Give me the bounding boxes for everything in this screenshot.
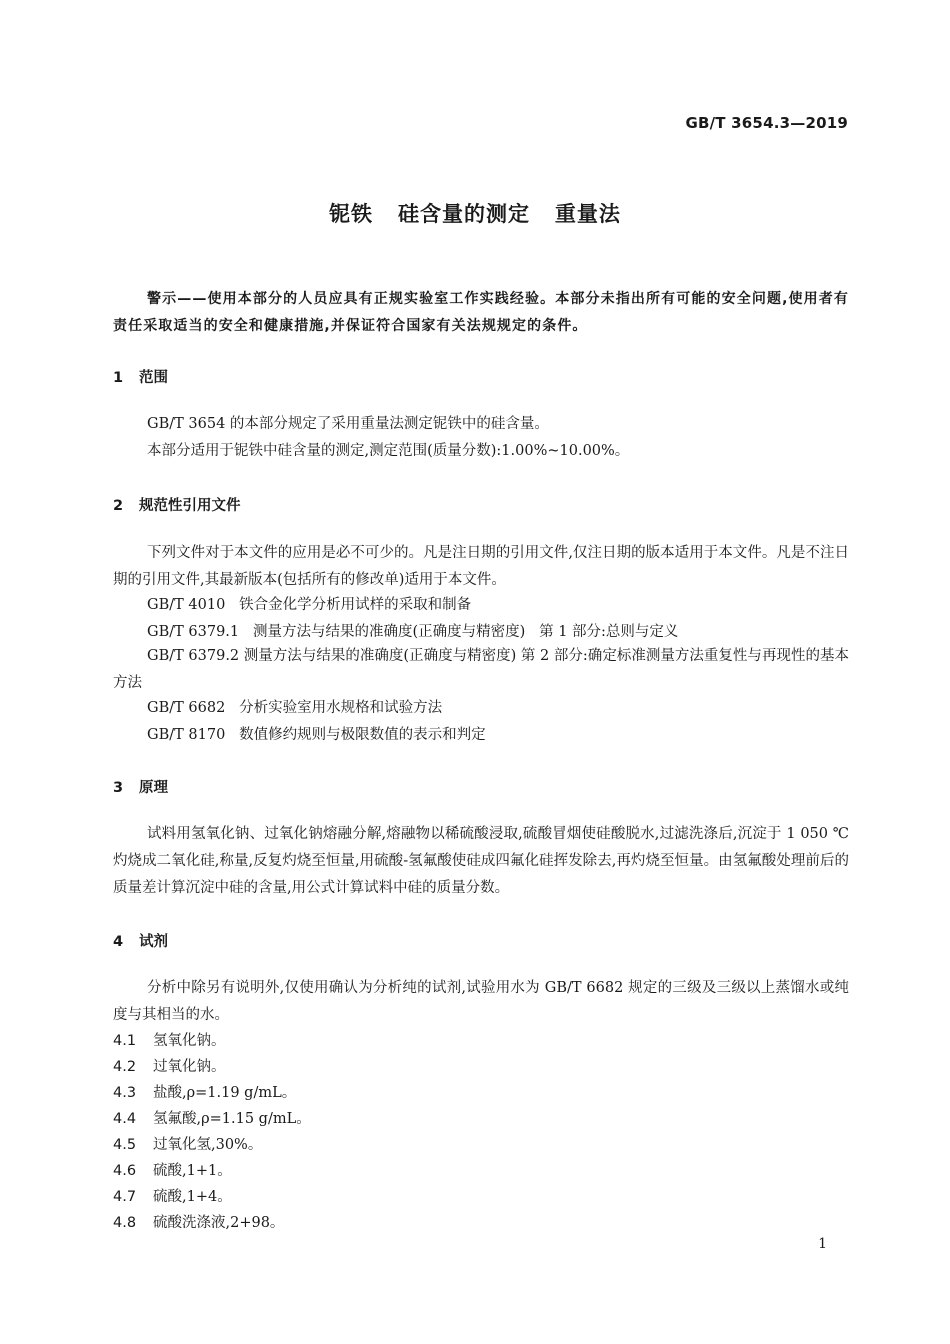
- section-number: 2: [113, 498, 124, 514]
- reference-item: GB/T 6379.1 测量方法与结果的准确度(正确度与精密度) 第 1 部分:总则与定义: [147, 624, 679, 640]
- section-title: 规范性引用文件: [139, 498, 241, 514]
- reference-item: GB/T 6682 分析实验室用水规格和试验方法: [147, 700, 443, 716]
- reagent-text: 氢氧化钠。: [153, 1033, 226, 1049]
- reagent-number: 4.8: [113, 1215, 137, 1231]
- reagent-item: [113, 1185, 232, 1206]
- document-title: 铌铁 硅含量的测定 重量法: [329, 202, 621, 226]
- reference-item: GB/T 4010 铁合金化学分析用试样的采取和制备: [147, 597, 472, 613]
- page-number: 1: [818, 1236, 827, 1252]
- reagent-number: 4.5: [113, 1137, 137, 1153]
- reagent-number: 4.3: [113, 1085, 137, 1101]
- section-heading-normative-references: [113, 494, 241, 515]
- reagent-number: 4.6: [113, 1163, 137, 1179]
- reagent-text: 硫酸,1+1。: [153, 1163, 232, 1179]
- section-heading-scope: [113, 366, 168, 387]
- section-number: 4: [113, 934, 124, 950]
- scope-paragraph-1: GB/T 3654 的本部分规定了采用重量法测定铌铁中的硅含量。: [147, 416, 549, 432]
- reagent-text: 盐酸,ρ=1.19 g/mL。: [153, 1085, 297, 1101]
- reagent-item: [113, 1029, 226, 1050]
- reagent-item: [113, 1081, 296, 1102]
- reagent-number: 4.1: [113, 1033, 137, 1049]
- reagent-text: 过氧化氢,30%。: [153, 1137, 263, 1153]
- section-heading-reagents: [113, 930, 168, 951]
- section-title: 范围: [139, 370, 168, 386]
- reagent-text: 氢氟酸,ρ=1.15 g/mL。: [153, 1111, 311, 1127]
- reagent-text: 硫酸洗涤液,2+98。: [153, 1215, 285, 1231]
- section-heading-principle: [113, 776, 168, 797]
- scope-paragraph-2: 本部分适用于铌铁中硅含量的测定,测定范围(质量分数):1.00%~10.00%。: [147, 443, 630, 459]
- reference-item: GB/T 6379.2 测量方法与结果的准确度(正确度与精密度) 第 2 部分:确定标准测量方法重复性与再现性的基本方法: [113, 648, 849, 691]
- reagent-text: 硫酸,1+4。: [153, 1189, 232, 1205]
- reference-item: GB/T 8170 数值修约规则与极限数值的表示和判定: [147, 727, 486, 743]
- reagent-item: [113, 1211, 284, 1232]
- reagent-item: [113, 1055, 226, 1076]
- reagents-intro: 分析中除另有说明外,仅使用确认为分析纯的试剂,试验用水为 GB/T 6682 规定的三级及三级以上蒸馏水或纯度与其相当的水。: [113, 980, 849, 1023]
- section-title: 试剂: [139, 934, 168, 950]
- section-number: 3: [113, 780, 124, 796]
- standard-number: GB/T 3654.3—2019: [685, 114, 848, 132]
- reagent-number: 4.4: [113, 1111, 137, 1127]
- reagent-text: 过氧化钠。: [153, 1059, 226, 1075]
- reagent-number: 4.2: [113, 1059, 137, 1075]
- warning-paragraph: 警示——使用本部分的人员应具有正规实验室工作实践经验。本部分未指出所有可能的安全问题,使用者有责任采取适当的安全和健康措施,并保证符合国家有关法规规定的条件。: [113, 291, 849, 334]
- reagent-item: [113, 1159, 232, 1180]
- reagent-item: [113, 1133, 262, 1154]
- references-intro: 下列文件对于本文件的应用是必不可少的。凡是注日期的引用文件,仅注日期的版本适用于本文件。凡是不注日期的引用文件,其最新版本(包括所有的修改单)适用于本文件。: [113, 545, 849, 588]
- reagent-item: [113, 1107, 311, 1128]
- section-number: 1: [113, 370, 124, 386]
- section-title: 原理: [139, 780, 168, 796]
- principle-paragraph: 试料用氢氧化钠、过氧化钠熔融分解,熔融物以稀硫酸浸取,硫酸冒烟使硅酸脱水,过滤洗涤后,沉淀于 1 050 ℃灼烧成二氧化硅,称量,反复灼烧至恒量,用硫酸-氢氟酸使硅成四氟化硅挥发除去,再灼烧至恒量。由氢氟酸处理前后的质量差计算沉淀中硅的含量,用公式计算试料中硅的质量分数。: [113, 826, 849, 896]
- reagent-number: 4.7: [113, 1189, 137, 1205]
